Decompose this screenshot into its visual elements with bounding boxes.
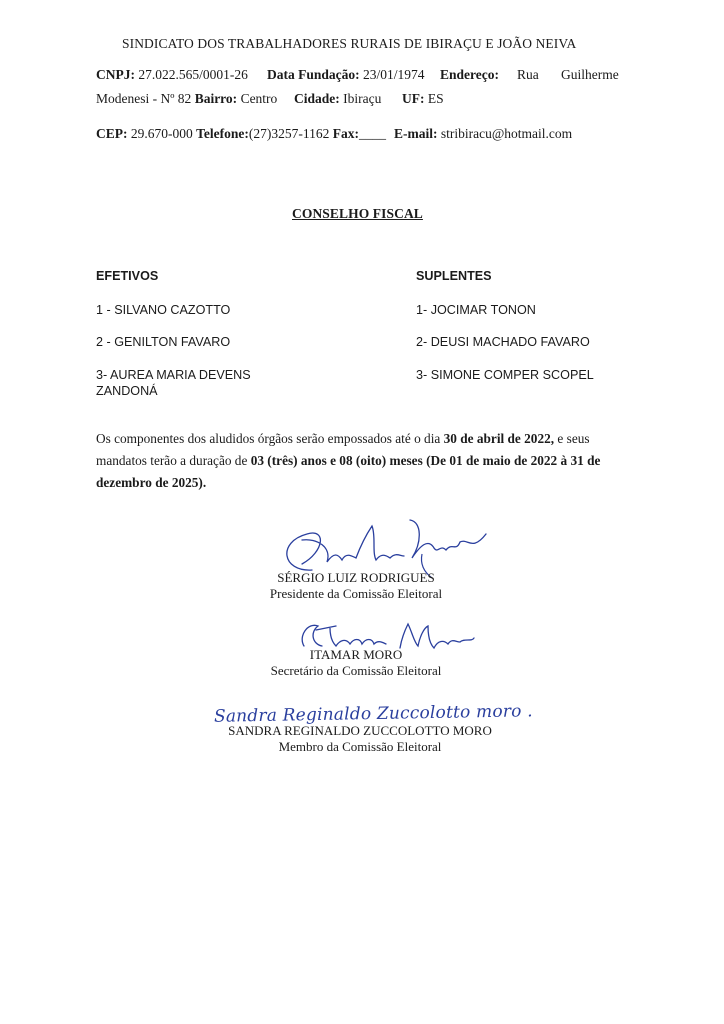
paragraph-bold-2: 03 (três) anos e 08 (oito) meses (De 01 de maio de 2022 à 31 de dezembro de 2025). (96, 453, 601, 490)
paragraph-text-2: e seus mandatos terão a duração de (96, 431, 590, 468)
cidade-value: Ibiraçu (343, 91, 382, 106)
bairro-value: Centro (240, 91, 278, 106)
cidade (294, 91, 381, 107)
info-line-3 (96, 126, 386, 142)
fax-value: ____ (359, 126, 386, 141)
suplente-1: 1- JOCIMAR TONON (416, 303, 536, 317)
suplente-2: 2- DEUSI MACHADO FAVARO (416, 335, 590, 349)
cep-value: 29.670-000 (130, 126, 193, 141)
endereco-nome: Guilherme (561, 67, 619, 82)
suplentes-heading: SUPLENTES (416, 269, 492, 283)
email-label: E-mail: (394, 126, 438, 141)
email (394, 126, 572, 142)
email-value: stribiracu@hotmail.com (440, 126, 573, 141)
uf (402, 91, 444, 107)
telefone-label: Telefone: (196, 126, 249, 141)
bairro-label: Bairro: (194, 91, 238, 106)
telefone-value: (27)3257-1162 (248, 126, 330, 141)
efetivo-3: 3- AUREA MARIA DEVENS (96, 368, 251, 382)
efetivo-3-cont: ZANDONÁ (96, 384, 158, 398)
paragraph-bold-1: 30 de abril de 2022, (443, 431, 555, 446)
signature-block-1 (256, 570, 456, 602)
suplente-3: 3- SIMONE COMPER SCOPEL (416, 368, 594, 382)
cnpj-value: 27.022.565/0001-26 (138, 67, 248, 82)
document-title: SINDICATO DOS TRABALHADORES RURAIS DE IBIRAÇU E JOÃO NEIVA (122, 36, 577, 51)
efetivos-heading: EFETIVOS (96, 269, 159, 283)
fundacao-label: Data Fundação: (267, 67, 360, 82)
signer-name-1: SÉRGIO LUIZ RODRIGUES (277, 570, 435, 585)
efetivo-1: 1 - SILVANO CAZOTTO (96, 303, 231, 317)
signer-role-2: Secretário da Comissão Eleitoral (270, 663, 442, 678)
body-paragraph (96, 428, 624, 494)
fundacao-value: 23/01/1974 (363, 67, 425, 82)
signer-role-1: Presidente da Comissão Eleitoral (269, 586, 443, 601)
cnpj-label: CNPJ: (96, 67, 135, 82)
signature-stroke (287, 520, 486, 570)
efetivo-2: 2 - GENILTON FAVARO (96, 335, 231, 349)
endereco-label: Endereço: (440, 67, 499, 82)
endereco-cont: Modenesi - Nº 82 (96, 91, 192, 106)
cep-label: CEP: (96, 126, 128, 141)
uf-value: ES (427, 91, 444, 106)
signature-block-3 (200, 723, 520, 755)
signer-name-2: ITAMAR MORO (309, 647, 403, 662)
info-line-2 (96, 91, 277, 107)
endereco-rua: Rua (517, 67, 539, 82)
paragraph-text-1: Os componentes dos aludidos órgãos serão empossados até o dia (96, 431, 444, 446)
info-line-1 (96, 67, 248, 83)
signature-block-2 (256, 647, 456, 679)
uf-label: UF: (402, 91, 425, 106)
fundacao (267, 67, 425, 83)
signature-sandra: Sandra Reginaldo Zuccolotto moro . (213, 701, 533, 727)
signer-role-3: Membro da Comissão Eleitoral (278, 739, 442, 754)
section-title: CONSELHO FISCAL (292, 206, 423, 221)
fax-label: Fax: (332, 126, 359, 141)
signature-stroke (302, 624, 474, 648)
signer-name-3: SANDRA REGINALDO ZUCCOLOTTO MORO (228, 723, 492, 738)
cidade-label: Cidade: (294, 91, 340, 106)
